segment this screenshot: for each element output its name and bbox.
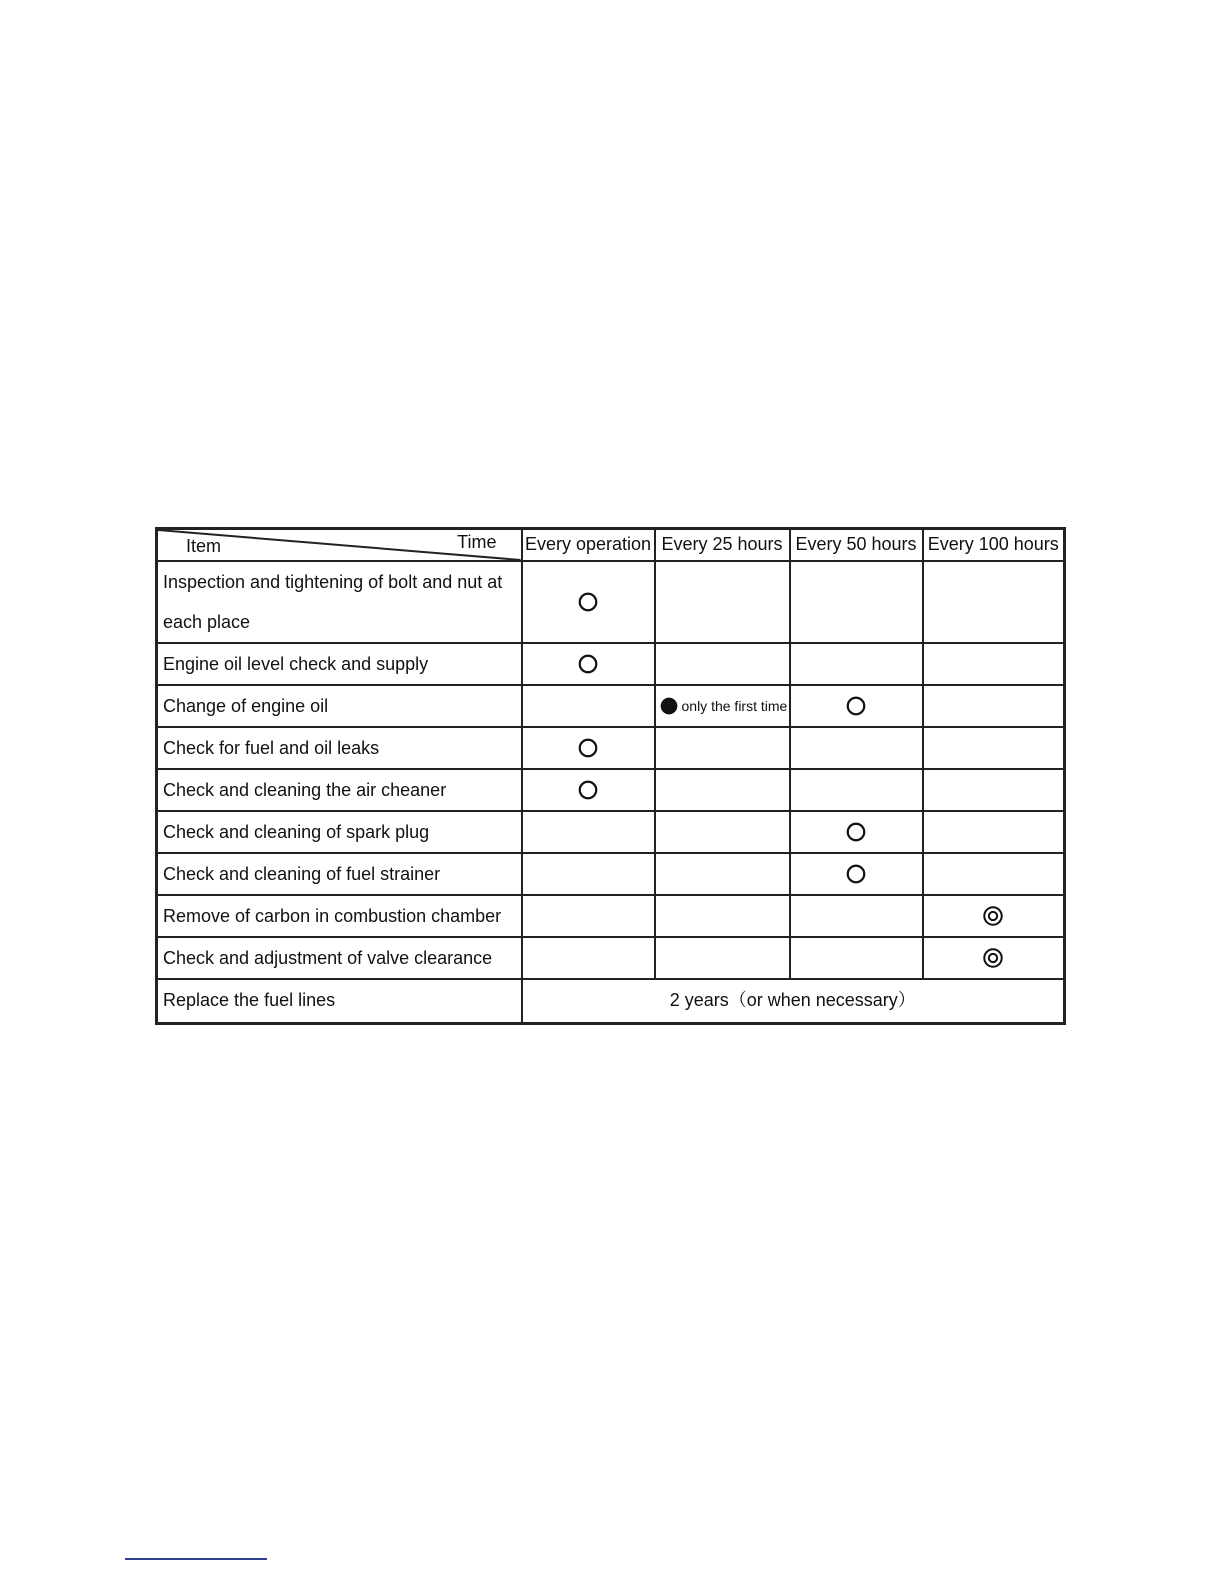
column-header-every-100-hours: Every 100 hours [923,529,1065,562]
item-label: Inspection and tightening of bolt and nut at each place [163,572,503,632]
item-cell [157,895,522,937]
item-cell [157,643,522,685]
mark-cell [655,643,790,685]
table-row [157,895,1065,937]
mark-cell [790,685,923,727]
mark-cell [522,853,655,895]
mark-cell [923,727,1065,769]
item-cell: Replace the fuel lines [157,979,522,1023]
table-row [157,561,1065,643]
maintenance-schedule-table [155,527,1066,1025]
circle-icon [577,779,599,801]
item-label: Change of engine oil [163,696,329,716]
mark-cell [655,811,790,853]
table-row [157,769,1065,811]
schedule-rows [157,561,1065,979]
table-row [157,685,1065,727]
table-row [157,643,1065,685]
mark-cell [790,561,923,643]
circle-icon [845,863,867,885]
item-label: Check and cleaning the air cheaner [163,780,447,800]
item-cell [157,727,522,769]
mark-cell [522,769,655,811]
mark-cell [923,685,1065,727]
table-row [157,811,1065,853]
item-cell [157,561,522,643]
mark-cell [923,769,1065,811]
interval-value: 2 years（or when necessary） [522,979,1065,1023]
circle-icon [577,591,599,613]
mark-cell [655,895,790,937]
item-label: Check for fuel and oil leaks [163,738,380,758]
mark-cell [923,853,1065,895]
mark-cell [790,895,923,937]
table-row [157,853,1065,895]
column-header-every-50-hours: Every 50 hours [790,529,923,562]
note-wrap [656,696,789,716]
item-label: Check and cleaning of fuel strainer [163,864,441,884]
circle-icon [577,653,599,675]
mark-cell [655,937,790,979]
mark-cell [522,561,655,643]
mark-cell [923,561,1065,643]
item-cell [157,853,522,895]
column-header-every-operation: Every operation [522,529,655,562]
mark-cell [522,727,655,769]
item-label: Remove of carbon in combustion chamber [163,906,502,926]
mark-cell [923,643,1065,685]
fuel-lines-row [157,979,1065,1023]
mark-cell [522,937,655,979]
mark-cell [655,685,790,727]
item-cell [157,685,522,727]
time-header-label: Time [457,532,497,552]
mark-cell [522,685,655,727]
circle-icon [845,695,867,717]
table-row [157,937,1065,979]
mark-cell [522,643,655,685]
mark-cell [655,769,790,811]
mark-cell [790,643,923,685]
mark-cell [522,811,655,853]
circle-icon [845,821,867,843]
mark-cell [790,769,923,811]
mark-cell [923,937,1065,979]
circle-icon [577,737,599,759]
mark-cell [655,561,790,643]
filled-circle-icon [659,696,679,716]
mark-cell [790,937,923,979]
double-circle-icon [982,905,1004,927]
mark-cell [923,811,1065,853]
mark-cell [790,853,923,895]
double-circle-icon [982,947,1004,969]
item-cell [157,811,522,853]
column-header-every-25-hours: Every 25 hours [655,529,790,562]
item-cell [157,769,522,811]
item-header-label: Item [186,536,222,557]
note-text: only the first time [681,697,788,714]
mark-cell [790,727,923,769]
item-label: Engine oil level check and supply [163,654,429,674]
item-cell [157,937,522,979]
mark-cell [655,853,790,895]
table-row [157,727,1065,769]
footnote-separator [125,1558,267,1560]
corner-header-cell [157,529,522,562]
mark-cell [790,811,923,853]
item-label: Check and adjustment of valve clearance [163,948,493,968]
mark-cell [923,895,1065,937]
item-label: Check and cleaning of spark plug [163,822,430,842]
mark-cell [522,895,655,937]
mark-cell [655,727,790,769]
header-row [157,529,1065,562]
